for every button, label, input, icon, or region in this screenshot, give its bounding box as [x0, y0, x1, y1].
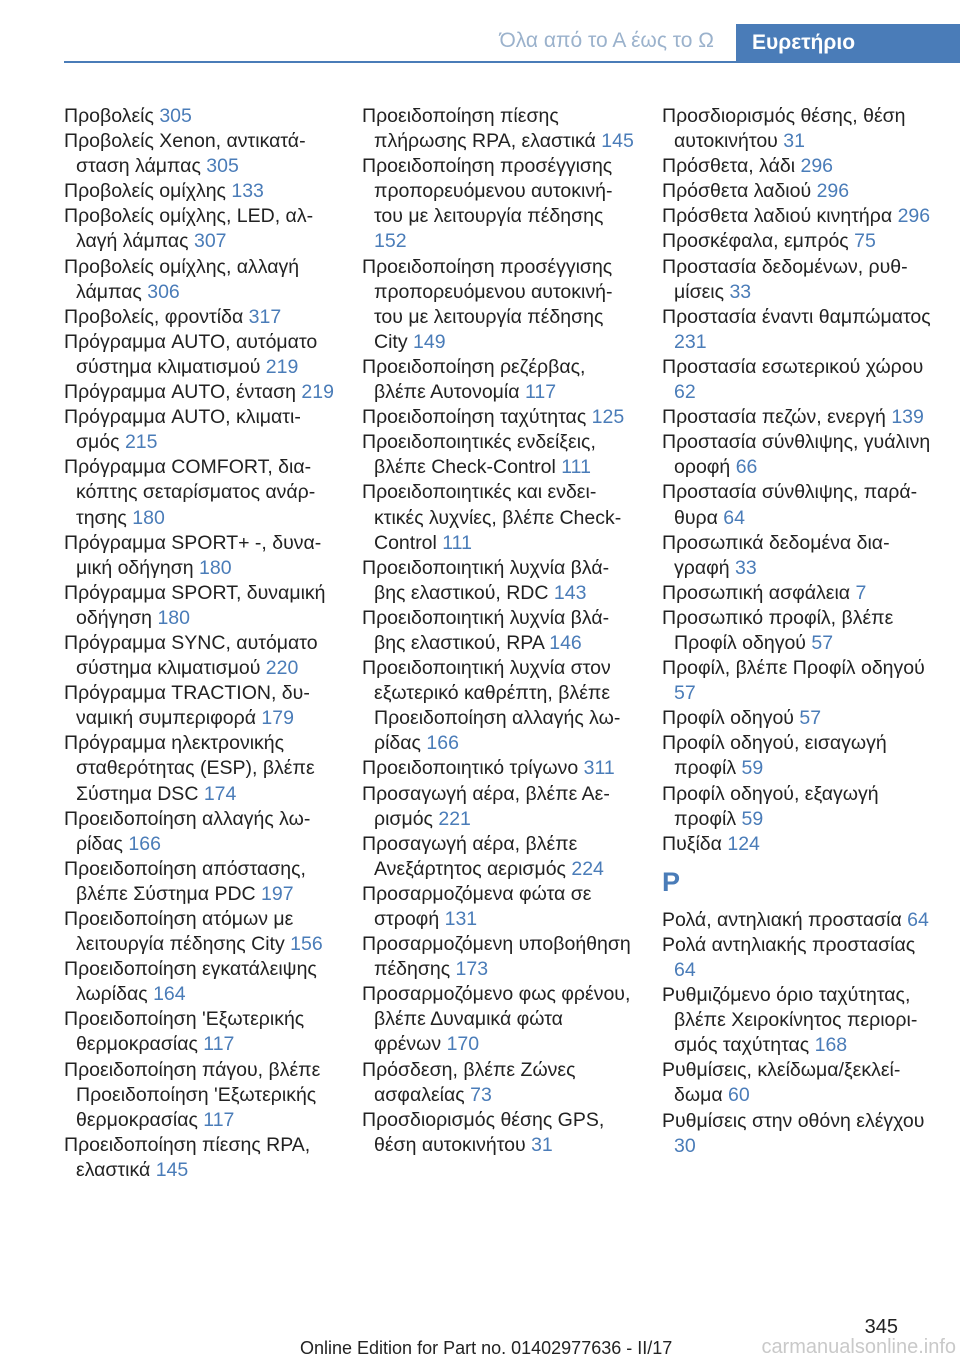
- index-term: Προειδοποίηση ρεζέρβας, βλέπε Αυτονομία: [362, 355, 586, 404]
- page-link[interactable]: 166: [128, 832, 161, 855]
- index-entry: [662, 933, 934, 983]
- page-number: 345: [864, 1316, 898, 1338]
- page-link[interactable]: 164: [153, 983, 186, 1006]
- index-term: Ρυθμιζόμενο όριο ταχύτητας, βλέπε Χειροκίνητος περιορισμός ταχύτητας: [662, 984, 918, 1057]
- index-term: Προσαρμοζόμενα φώτα σε στροφή: [362, 882, 592, 930]
- page-link[interactable]: 296: [800, 155, 834, 178]
- page-link[interactable]: 221: [438, 807, 471, 830]
- page-link[interactable]: 111: [561, 456, 591, 479]
- index-entry: [64, 1007, 336, 1057]
- index-entry: [362, 405, 634, 430]
- index-entry: [662, 305, 934, 355]
- index-entry: [662, 355, 934, 405]
- index-term: Προειδοποίηση προσέγγισης προπορευόμενου αυτοκινήτου με λειτουργία πέδησης: [362, 155, 613, 228]
- index-term: Πρόσθετα λαδιού κινητήρα: [662, 205, 898, 228]
- page-link[interactable]: 124: [727, 832, 760, 855]
- page-link[interactable]: 219: [265, 355, 299, 378]
- page-link[interactable]: 179: [261, 707, 294, 730]
- page-link[interactable]: 31: [783, 130, 805, 153]
- index-term: Προβολείς ομίχλης: [64, 180, 232, 203]
- page-link[interactable]: 215: [124, 431, 158, 454]
- index-entry: [64, 305, 336, 330]
- index-entry: [662, 983, 934, 1058]
- page-link[interactable]: 231: [674, 330, 707, 353]
- index-column-3: [662, 104, 934, 1159]
- index-term: Πρόγραμμα AUTO, αυτόματο σύστημα κλιματισμού: [64, 330, 318, 378]
- index-term: Πρόγραμμα SPORT, δυναμική οδήγηση: [64, 581, 326, 629]
- index-term: Προβολείς Xenon, αντικατάσταση λάμπας: [64, 130, 306, 178]
- page-link[interactable]: 173: [455, 958, 489, 981]
- page-link[interactable]: 174: [203, 782, 237, 805]
- index-entry: [64, 204, 336, 254]
- page-link[interactable]: 125: [591, 406, 625, 429]
- page-link[interactable]: 305: [206, 155, 239, 178]
- page-link[interactable]: 311: [583, 757, 615, 780]
- index-term: Πρόγραμμα SYNC, αυτόματο σύστημα κλιματισμού: [64, 631, 318, 680]
- index-entry: [662, 606, 934, 656]
- index-term: Προειδοποιητική λυχνία βλάβης ελαστικού, RPA: [362, 606, 610, 654]
- index-entry: [662, 1058, 934, 1108]
- index-term: Πυξίδα: [662, 832, 728, 855]
- index-term: Προειδοποιητικές και ενδεικτικές λυχνίες, βλέπε Check-Control: [362, 481, 622, 554]
- page-link[interactable]: 180: [157, 606, 190, 629]
- index-term: Προσαγωγή αέρα, βλέπε Αερισμός: [362, 782, 610, 830]
- index-entry: [362, 782, 634, 832]
- index-term: Προειδοποιητικό τρίγωνο: [362, 757, 584, 780]
- page-link[interactable]: 296: [816, 180, 850, 203]
- page-link[interactable]: 111: [442, 531, 472, 554]
- index-entry: [362, 355, 634, 405]
- page-link[interactable]: 220: [265, 657, 299, 680]
- index-entry: [362, 832, 634, 882]
- index-entry: [64, 731, 336, 806]
- index-entry: [662, 531, 934, 581]
- page-link[interactable]: 64: [723, 506, 745, 529]
- index-entry: [64, 857, 336, 907]
- edition-note: Online Edition for Part no. 01402977636 - II/17: [300, 1338, 673, 1358]
- index-term: Προειδοποιητική λυχνία στον εξωτερικό καθρέπτη, βλέπε Προειδοποίηση αλλαγής λωρίδας: [362, 657, 621, 755]
- index-entry: [64, 681, 336, 731]
- index-term: Προειδοποιητικές ενδείξεις, βλέπε Check-Control: [362, 431, 596, 479]
- index-term: Προειδοποίηση απόστασης, βλέπε Σύστημα PDC: [64, 857, 306, 905]
- index-term: Προστασία σύνθλιψης, παράθυρα: [662, 481, 918, 529]
- index-entry: [362, 932, 634, 982]
- page-link[interactable]: 117: [203, 1033, 235, 1056]
- tab-index[interactable]: Ευρετήριο: [736, 24, 960, 62]
- section-letter: Ρ: [662, 866, 681, 897]
- index-term: Πρόγραμμα TRACTION, δυναμική συμπεριφορά: [64, 682, 310, 730]
- page-link[interactable]: 197: [261, 882, 294, 905]
- index-entry: [64, 255, 336, 305]
- watermark: carmanualsonline.info: [761, 1336, 956, 1358]
- page-link[interactable]: 60: [728, 1084, 750, 1107]
- page-link[interactable]: 149: [413, 330, 446, 353]
- page-link[interactable]: 145: [601, 130, 634, 153]
- page-link[interactable]: 306: [147, 280, 180, 303]
- page-link[interactable]: 33: [735, 556, 757, 579]
- page-link[interactable]: 57: [799, 707, 822, 730]
- page-link[interactable]: 133: [231, 180, 264, 203]
- index-term: Προστασία πεζών, ενεργή: [662, 406, 892, 429]
- page-link[interactable]: 152: [374, 230, 407, 253]
- index-term: Προφίλ οδηγού: [662, 707, 800, 730]
- page-link[interactable]: 64: [674, 959, 696, 981]
- index-entry: [662, 154, 934, 179]
- index-term: Προβολείς: [64, 105, 160, 127]
- index-entry: [362, 104, 634, 154]
- index-term: Προειδοποίηση 'Εξωτερικής θερμοκρασίας: [64, 1008, 305, 1056]
- index-entry: [662, 908, 934, 933]
- index-term: Ρυθμίσεις στην οθόνη ελέγχου: [662, 1109, 925, 1132]
- index-entry: [662, 405, 934, 430]
- index-term: Προστασία εσωτερικού χώρου: [662, 355, 924, 378]
- index-entry: [662, 255, 934, 305]
- index-term: Προσαγωγή αέρα, βλέπε Ανεξάρτητος αερισμός: [362, 832, 578, 880]
- page-link[interactable]: 305: [159, 105, 192, 127]
- index-entry: [662, 706, 934, 731]
- index-entry: [662, 656, 934, 706]
- page-link[interactable]: 146: [549, 631, 582, 654]
- index-term: Προσαρμοζόμενη υποβοήθηση πέδησης: [362, 933, 631, 981]
- index-term: Προστασία έναντι θαμπώματος: [662, 305, 931, 328]
- index-entry: [362, 1058, 634, 1108]
- index-entry: [64, 1133, 336, 1183]
- page-link[interactable]: 131: [444, 908, 478, 930]
- index-term: Πρόσθετα, λάδι: [662, 155, 801, 178]
- page-link[interactable]: 170: [446, 1033, 480, 1056]
- index-term: Προειδοποίηση πίεσης RPA, ελαστικά: [64, 1133, 311, 1181]
- index-term: Ρολά αντηλιακής προστασίας: [662, 933, 916, 956]
- page-link[interactable]: 62: [674, 381, 696, 404]
- index-entry: [662, 204, 934, 229]
- index-entry: [64, 405, 336, 455]
- index-term: Ρολά, αντηλιακή προστασία: [662, 908, 908, 931]
- index-entry: [662, 480, 934, 530]
- page-link[interactable]: 7: [855, 581, 867, 604]
- page-link[interactable]: 224: [571, 857, 604, 880]
- index-term: Πρόγραμμα COMFORT, διακόπτης σεταρίσματος ανάρτησης: [64, 456, 316, 529]
- index-entry: [362, 882, 634, 932]
- page-link[interactable]: 73: [470, 1083, 492, 1106]
- page-link[interactable]: 75: [854, 230, 876, 253]
- index-term: Ρυθμίσεις, κλείδωμα/ξεκλείδωμα: [662, 1059, 901, 1107]
- index-entry: [362, 430, 634, 480]
- page-link[interactable]: 156: [290, 933, 323, 956]
- index-entry: [362, 756, 634, 781]
- index-entry: [64, 807, 336, 857]
- index-entry: [662, 581, 934, 606]
- index-entry: [64, 581, 336, 631]
- page-link[interactable]: 317: [248, 305, 282, 328]
- index-term: Προειδοποίηση αλλαγής λωρίδας: [64, 807, 311, 855]
- index-entry: [64, 179, 336, 204]
- index-term: Προφίλ οδηγού, εξαγωγή προφίλ: [662, 782, 879, 830]
- index-entry: [64, 907, 336, 957]
- index-term: Πρόσθετα λαδιού: [662, 180, 817, 203]
- index-entry: [64, 455, 336, 530]
- index-entry: [362, 982, 634, 1057]
- page-header: [0, 0, 960, 64]
- page-link[interactable]: 145: [155, 1158, 189, 1181]
- index-entry: [64, 631, 336, 681]
- page-link[interactable]: 180: [199, 556, 232, 579]
- page-link[interactable]: 33: [729, 280, 752, 303]
- index-entry: [662, 731, 934, 781]
- index-entry: [662, 229, 934, 254]
- page-link[interactable]: 307: [193, 230, 227, 253]
- page-link[interactable]: 139: [891, 406, 924, 429]
- page-link[interactable]: 166: [426, 732, 459, 755]
- index-term: Πρόγραμμα AUTO, κλιματισμός: [64, 406, 301, 454]
- index-term: Προσωπική ασφάλεια: [662, 581, 856, 604]
- index-term: Προειδοποίηση εγκατάλειψης λωρίδας: [64, 958, 317, 1006]
- page-link[interactable]: 180: [132, 506, 165, 529]
- index-term: Πρόσδεση, βλέπε Ζώνες ασφαλείας: [362, 1058, 576, 1106]
- page-link[interactable]: 31: [531, 1133, 553, 1156]
- index-term: Προβολείς, φροντίδα: [64, 305, 249, 328]
- page-link[interactable]: 30: [674, 1134, 696, 1157]
- index-term: Προστασία σύνθλιψης, γυάλινη οροφή: [662, 431, 931, 479]
- index-term: Προειδοποίηση ταχύτητας: [362, 406, 592, 429]
- index-entry: [64, 957, 336, 1007]
- index-entry: [662, 832, 934, 857]
- page-link[interactable]: 117: [524, 381, 557, 404]
- index-term: Προβολείς ομίχλης, LED, αλλαγή λάμπας: [64, 205, 314, 253]
- index-term: Προσκέφαλα, εμπρός: [662, 230, 855, 253]
- index-term: Πρόγραμμα ηλεκτρονικής σταθερότητας (ESP), βλέπε Σύστημα DSC: [64, 732, 315, 805]
- index-term: Προειδοποιητική λυχνία βλάβης ελαστικού, RDC: [362, 556, 610, 604]
- index-column-1: [64, 104, 336, 1183]
- index-entry: [64, 380, 336, 405]
- index-entry: [662, 430, 934, 480]
- index-term: Προφίλ οδηγού, εισαγωγή προφίλ: [662, 732, 887, 780]
- index-term: Προειδοποίηση πίεσης πλήρωσης RPA, ελαστικά: [362, 105, 602, 153]
- index-term: Προσαρμοζόμενο φως φρένου, βλέπε Δυναμικά φώτα φρένων: [362, 983, 631, 1056]
- index-entry: [362, 1108, 634, 1158]
- index-entry: [362, 606, 634, 656]
- index-entry: [64, 1058, 336, 1133]
- index-term: Προβολείς ομίχλης, αλλαγή λάμπας: [64, 255, 300, 303]
- page-link[interactable]: 143: [553, 581, 587, 604]
- page-link[interactable]: 59: [741, 757, 764, 780]
- index-term: Προσωπικό προφίλ, βλέπε Προφίλ οδηγού: [662, 606, 894, 654]
- index-term: Προφίλ, βλέπε Προφίλ οδηγού: [662, 657, 925, 680]
- index-term: Προσωπικά δεδομένα διαγραφή: [662, 531, 890, 579]
- header-divider: [64, 61, 960, 63]
- index-entry: [64, 531, 336, 581]
- page-link[interactable]: 59: [741, 807, 764, 830]
- index-entry: [362, 255, 634, 355]
- index-entry: [362, 656, 634, 756]
- index-term: Προειδοποίηση ατόμων με λειτουργία πέδησης City: [64, 908, 294, 956]
- page-link[interactable]: 296: [897, 205, 931, 228]
- index-term: Προσδιορισμός θέσης, θέση αυτοκινήτου: [662, 105, 906, 153]
- page-link[interactable]: 64: [907, 908, 929, 931]
- index-entry: [362, 556, 634, 606]
- index-entry: [64, 129, 336, 179]
- page-link[interactable]: 57: [811, 631, 834, 654]
- index-entry: [662, 179, 934, 204]
- index-term: Προειδοποίηση πάγου, βλέπε Προειδοποίηση 'Εξωτερικής θερμοκρασίας: [64, 1058, 321, 1131]
- index-entry: [662, 1109, 934, 1159]
- index-term: Προειδοποίηση προσέγγισης προπορευόμενου αυτοκινήτου με λειτουργία πέδησης City: [362, 255, 613, 353]
- index-term: Προστασία δεδομένων, ρυθμίσεις: [662, 255, 908, 303]
- index-term: Πρόγραμμα SPORT+ -, δυναμική οδήγηση: [64, 531, 322, 579]
- index-entry: [64, 330, 336, 380]
- page-link[interactable]: 66: [735, 456, 758, 479]
- page-link[interactable]: 219: [301, 381, 334, 404]
- chapter-title[interactable]: Όλα από το Α έως το Ω: [499, 29, 714, 52]
- index-entry: [662, 782, 934, 832]
- index-entry: [362, 154, 634, 254]
- page-link[interactable]: 117: [203, 1108, 235, 1131]
- index-term: Προσδιορισμός θέσης GPS, θέση αυτοκινήτου: [362, 1108, 605, 1156]
- index-entry: [662, 104, 934, 154]
- page-link[interactable]: 57: [674, 682, 696, 705]
- index-term: Πρόγραμμα AUTO, ένταση: [64, 381, 302, 404]
- index-entry: [64, 104, 336, 129]
- page-link[interactable]: 168: [814, 1034, 848, 1057]
- index-column-2: [362, 104, 634, 1158]
- index-entry: [362, 480, 634, 555]
